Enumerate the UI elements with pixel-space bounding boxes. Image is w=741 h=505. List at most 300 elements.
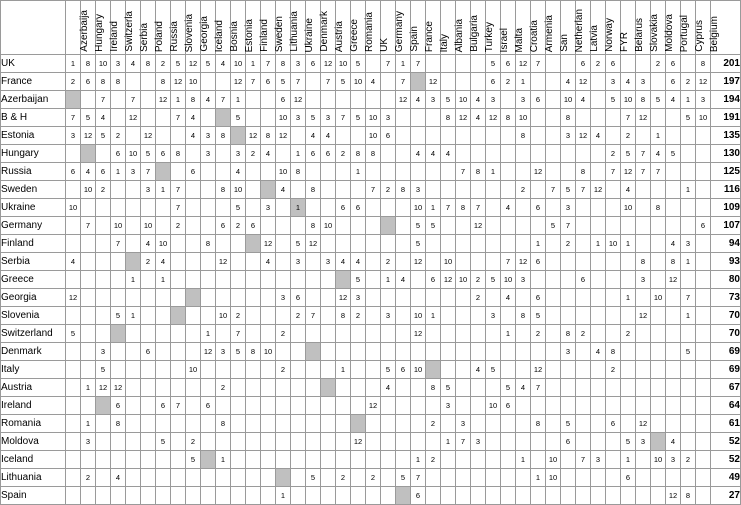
score-cell <box>141 73 156 91</box>
score-cell <box>171 343 186 361</box>
score-cell: 3 <box>141 181 156 199</box>
score-cell <box>141 433 156 451</box>
score-cell <box>261 307 276 325</box>
country-label: UK <box>1 55 66 73</box>
country-label: Ireland <box>1 397 66 415</box>
score-cell <box>681 55 696 73</box>
score-cell <box>636 397 651 415</box>
total-points: 197 <box>711 73 741 91</box>
score-cell <box>291 271 306 289</box>
score-cell: 7 <box>456 163 471 181</box>
score-cell <box>561 397 576 415</box>
score-cell <box>546 343 561 361</box>
score-cell <box>186 217 201 235</box>
table-row <box>1 181 741 199</box>
self-vote-cell <box>411 73 426 91</box>
total-points: 67 <box>711 379 741 397</box>
score-cell <box>351 217 366 235</box>
score-cell <box>156 451 171 469</box>
score-cell <box>636 181 651 199</box>
score-cell <box>201 361 216 379</box>
self-vote-cell <box>246 235 261 253</box>
score-cell <box>486 469 501 487</box>
score-cell: 6 <box>621 469 636 487</box>
score-cell <box>321 163 336 181</box>
score-cell: 3 <box>606 73 621 91</box>
score-cell <box>96 199 111 217</box>
score-cell <box>576 289 591 307</box>
score-cell <box>501 127 516 145</box>
score-cell <box>396 397 411 415</box>
score-cell: 8 <box>111 415 126 433</box>
score-cell: 3 <box>66 127 81 145</box>
voter-header <box>471 1 495 55</box>
score-cell <box>141 289 156 307</box>
score-cell <box>126 181 141 199</box>
score-cell <box>336 343 351 361</box>
score-cell: 12 <box>411 253 426 271</box>
score-cell <box>411 433 426 451</box>
score-cell: 6 <box>531 289 546 307</box>
score-cell <box>336 163 351 181</box>
score-cell: 2 <box>66 73 81 91</box>
score-cell: 2 <box>621 325 636 343</box>
total-points: 73 <box>711 289 741 307</box>
score-cell <box>186 253 201 271</box>
score-cell: 10 <box>411 199 426 217</box>
score-cell <box>441 289 456 307</box>
score-cell <box>666 199 681 217</box>
score-cell <box>516 325 531 343</box>
score-cell: 2 <box>291 307 306 325</box>
score-cell <box>111 451 126 469</box>
score-cell <box>561 145 576 163</box>
score-cell: 4 <box>351 253 366 271</box>
score-cell <box>81 397 96 415</box>
country-label: Lithuania <box>1 469 66 487</box>
score-cell <box>456 253 471 271</box>
score-cell: 8 <box>216 181 231 199</box>
voter-header-label: Azerbaija <box>79 10 90 52</box>
score-cell: 5 <box>651 91 666 109</box>
score-cell <box>621 487 636 505</box>
score-cell <box>411 271 426 289</box>
voter-header-label: Hungary <box>94 14 105 52</box>
score-cell <box>411 379 426 397</box>
score-cell <box>321 307 336 325</box>
score-cell: 6 <box>666 73 681 91</box>
score-cell: 10 <box>216 307 231 325</box>
score-cell: 4 <box>561 73 576 91</box>
score-cell: 3 <box>456 415 471 433</box>
score-cell <box>666 181 681 199</box>
score-cell <box>96 271 111 289</box>
score-cell <box>216 145 231 163</box>
score-cell <box>66 271 81 289</box>
score-cell: 8 <box>366 145 381 163</box>
score-cell: 6 <box>336 199 351 217</box>
country-label: Switzerland <box>1 325 66 343</box>
score-cell: 12 <box>126 109 141 127</box>
score-cell: 3 <box>381 109 396 127</box>
score-cell <box>246 91 261 109</box>
score-cell <box>231 289 246 307</box>
score-cell <box>501 217 516 235</box>
scoreboard-body <box>1 55 741 505</box>
score-cell <box>171 235 186 253</box>
score-cell <box>516 487 531 505</box>
score-cell <box>186 145 201 163</box>
total-points: 107 <box>711 217 741 235</box>
score-cell <box>96 469 111 487</box>
score-cell <box>126 379 141 397</box>
score-cell <box>66 487 81 505</box>
score-cell <box>591 91 606 109</box>
voter-header-label: Belarus <box>634 18 645 52</box>
score-cell <box>456 469 471 487</box>
score-cell: 1 <box>621 451 636 469</box>
score-cell: 3 <box>231 145 246 163</box>
score-cell: 8 <box>636 253 651 271</box>
score-cell <box>501 181 516 199</box>
voter-header-label: Georgia <box>199 16 210 52</box>
score-cell <box>441 127 456 145</box>
score-cell <box>591 325 606 343</box>
score-cell <box>246 487 261 505</box>
score-cell <box>186 397 201 415</box>
voter-header-label: Portugal <box>679 14 690 52</box>
score-cell: 5 <box>411 217 426 235</box>
score-cell <box>306 487 321 505</box>
score-cell: 3 <box>201 127 216 145</box>
score-cell: 3 <box>561 343 576 361</box>
score-cell <box>126 469 141 487</box>
score-cell <box>246 397 261 415</box>
score-cell <box>381 91 396 109</box>
score-cell: 4 <box>591 127 606 145</box>
score-cell <box>276 397 291 415</box>
total-points: 69 <box>711 361 741 379</box>
score-cell: 4 <box>261 145 276 163</box>
score-cell: 3 <box>291 55 306 73</box>
score-cell: 7 <box>651 163 666 181</box>
country-label: Finland <box>1 235 66 253</box>
score-cell: 10 <box>231 181 246 199</box>
voter-header-label: Norway <box>604 18 615 52</box>
score-cell <box>81 289 96 307</box>
score-cell <box>636 451 651 469</box>
score-cell: 7 <box>681 289 696 307</box>
score-cell: 8 <box>651 199 666 217</box>
score-cell <box>246 433 261 451</box>
self-vote-cell <box>276 469 291 487</box>
score-cell: 2 <box>276 361 291 379</box>
score-cell <box>696 397 711 415</box>
score-cell: 12 <box>591 181 606 199</box>
voter-header <box>96 1 120 55</box>
score-cell: 7 <box>441 199 456 217</box>
self-vote-cell <box>351 415 366 433</box>
score-cell <box>471 343 486 361</box>
score-cell <box>141 397 156 415</box>
score-cell: 7 <box>291 73 306 91</box>
score-cell <box>216 73 231 91</box>
score-cell: 6 <box>306 55 321 73</box>
score-cell <box>456 235 471 253</box>
score-cell <box>606 199 621 217</box>
score-cell <box>501 343 516 361</box>
score-cell: 5 <box>621 433 636 451</box>
voter-header <box>111 1 135 55</box>
score-cell: 12 <box>531 163 546 181</box>
score-cell: 5 <box>351 271 366 289</box>
score-cell <box>261 325 276 343</box>
total-points: 27 <box>711 487 741 505</box>
score-cell <box>546 397 561 415</box>
score-cell: 12 <box>216 253 231 271</box>
score-cell <box>186 379 201 397</box>
score-cell: 5 <box>306 109 321 127</box>
score-cell <box>471 415 486 433</box>
score-cell <box>486 235 501 253</box>
score-cell <box>66 307 81 325</box>
score-cell <box>216 199 231 217</box>
score-cell: 6 <box>261 73 276 91</box>
score-cell <box>696 451 711 469</box>
score-cell <box>456 325 471 343</box>
score-cell <box>291 433 306 451</box>
self-vote-cell: 1 <box>291 199 306 217</box>
score-cell <box>696 469 711 487</box>
score-cell: 8 <box>216 415 231 433</box>
score-cell <box>321 235 336 253</box>
score-cell: 6 <box>501 55 516 73</box>
score-cell <box>456 379 471 397</box>
score-cell <box>561 379 576 397</box>
score-cell: 12 <box>471 217 486 235</box>
score-cell <box>66 235 81 253</box>
score-cell <box>366 379 381 397</box>
score-cell: 10 <box>336 55 351 73</box>
score-cell <box>321 271 336 289</box>
score-cell <box>276 145 291 163</box>
score-cell <box>471 55 486 73</box>
score-cell <box>396 253 411 271</box>
score-cell: 8 <box>516 307 531 325</box>
score-cell <box>276 343 291 361</box>
self-vote-cell <box>171 307 186 325</box>
score-cell <box>321 325 336 343</box>
country-label: B & H <box>1 109 66 127</box>
score-cell <box>666 469 681 487</box>
score-cell <box>246 289 261 307</box>
score-cell <box>111 253 126 271</box>
score-cell <box>381 451 396 469</box>
score-cell <box>516 289 531 307</box>
score-cell <box>546 325 561 343</box>
score-cell: 10 <box>366 127 381 145</box>
score-cell: 8 <box>141 55 156 73</box>
voter-header-label: Malta <box>514 27 525 52</box>
score-cell: 10 <box>366 109 381 127</box>
score-cell <box>111 487 126 505</box>
score-cell: 2 <box>156 55 171 73</box>
score-cell <box>81 253 96 271</box>
total-points: 125 <box>711 163 741 181</box>
score-cell: 6 <box>426 271 441 289</box>
score-cell <box>471 181 486 199</box>
score-cell: 7 <box>141 163 156 181</box>
score-cell <box>456 487 471 505</box>
score-cell: 2 <box>516 181 531 199</box>
score-cell <box>516 145 531 163</box>
score-cell <box>96 487 111 505</box>
score-cell: 12 <box>636 415 651 433</box>
table-row <box>1 325 741 343</box>
score-cell <box>441 325 456 343</box>
score-cell <box>456 343 471 361</box>
voter-header-label: Sweden <box>274 15 285 52</box>
voter-header <box>426 1 450 55</box>
score-cell <box>246 199 261 217</box>
score-cell <box>696 199 711 217</box>
score-cell: 7 <box>561 217 576 235</box>
score-cell: 10 <box>546 469 561 487</box>
score-cell: 6 <box>216 217 231 235</box>
score-cell <box>606 397 621 415</box>
score-cell <box>156 217 171 235</box>
score-cell: 3 <box>486 91 501 109</box>
score-cell <box>456 73 471 91</box>
score-cell <box>471 307 486 325</box>
score-cell: 7 <box>501 253 516 271</box>
score-cell <box>696 271 711 289</box>
score-cell: 4 <box>396 271 411 289</box>
total-points: 49 <box>711 469 741 487</box>
score-cell <box>186 325 201 343</box>
score-cell <box>381 469 396 487</box>
score-cell <box>66 181 81 199</box>
score-cell <box>156 415 171 433</box>
score-cell <box>366 91 381 109</box>
score-cell: 12 <box>366 397 381 415</box>
voter-header <box>171 1 195 55</box>
self-vote-cell <box>96 397 111 415</box>
score-cell <box>606 127 621 145</box>
total-points: 52 <box>711 433 741 451</box>
score-cell <box>441 55 456 73</box>
score-cell: 8 <box>396 181 411 199</box>
score-cell <box>231 379 246 397</box>
score-cell: 1 <box>201 325 216 343</box>
score-cell <box>651 181 666 199</box>
score-cell: 3 <box>561 199 576 217</box>
score-cell <box>381 73 396 91</box>
score-cell <box>546 289 561 307</box>
self-vote-cell <box>156 163 171 181</box>
score-cell: 6 <box>156 397 171 415</box>
score-cell <box>471 73 486 91</box>
score-cell <box>576 487 591 505</box>
score-cell <box>171 325 186 343</box>
score-cell: 8 <box>636 91 651 109</box>
score-cell <box>501 163 516 181</box>
score-cell <box>126 325 141 343</box>
score-cell <box>336 451 351 469</box>
score-cell <box>291 217 306 235</box>
score-cell <box>471 235 486 253</box>
score-cell: 1 <box>291 145 306 163</box>
score-cell <box>621 253 636 271</box>
score-cell <box>351 379 366 397</box>
score-cell: 7 <box>126 91 141 109</box>
score-cell <box>396 343 411 361</box>
score-cell: 10 <box>351 73 366 91</box>
score-cell <box>666 379 681 397</box>
score-cell <box>396 289 411 307</box>
score-cell: 2 <box>141 253 156 271</box>
country-label: Moldova <box>1 433 66 451</box>
score-cell: 6 <box>291 289 306 307</box>
score-cell: 12 <box>621 163 636 181</box>
score-cell <box>366 217 381 235</box>
self-vote-cell <box>381 217 396 235</box>
score-cell <box>696 379 711 397</box>
score-cell <box>231 253 246 271</box>
score-cell: 12 <box>201 343 216 361</box>
score-cell: 3 <box>381 307 396 325</box>
country-label: Ukraine <box>1 199 66 217</box>
score-cell <box>261 397 276 415</box>
score-cell: 5 <box>351 109 366 127</box>
voter-header <box>306 1 330 55</box>
score-cell <box>576 379 591 397</box>
score-cell <box>201 379 216 397</box>
score-cell <box>81 91 96 109</box>
score-cell <box>531 217 546 235</box>
score-cell <box>126 199 141 217</box>
table-row <box>1 451 741 469</box>
score-cell: 2 <box>351 307 366 325</box>
score-cell <box>381 163 396 181</box>
score-cell <box>381 343 396 361</box>
voter-header-label: San <box>559 34 570 52</box>
score-cell <box>381 397 396 415</box>
score-cell <box>636 361 651 379</box>
score-cell: 1 <box>81 379 96 397</box>
score-cell <box>471 253 486 271</box>
score-cell <box>696 361 711 379</box>
voter-header <box>201 1 225 55</box>
score-cell <box>666 343 681 361</box>
score-cell <box>591 433 606 451</box>
score-cell <box>111 433 126 451</box>
score-cell: 5 <box>96 127 111 145</box>
score-cell <box>291 181 306 199</box>
score-cell <box>231 397 246 415</box>
score-cell <box>576 433 591 451</box>
score-cell: 12 <box>321 55 336 73</box>
score-cell: 3 <box>276 289 291 307</box>
score-cell <box>291 325 306 343</box>
score-cell: 5 <box>306 469 321 487</box>
score-cell: 1 <box>126 271 141 289</box>
score-cell <box>591 487 606 505</box>
score-cell <box>396 163 411 181</box>
score-cell <box>471 469 486 487</box>
self-vote-cell <box>126 253 141 271</box>
score-cell <box>261 163 276 181</box>
